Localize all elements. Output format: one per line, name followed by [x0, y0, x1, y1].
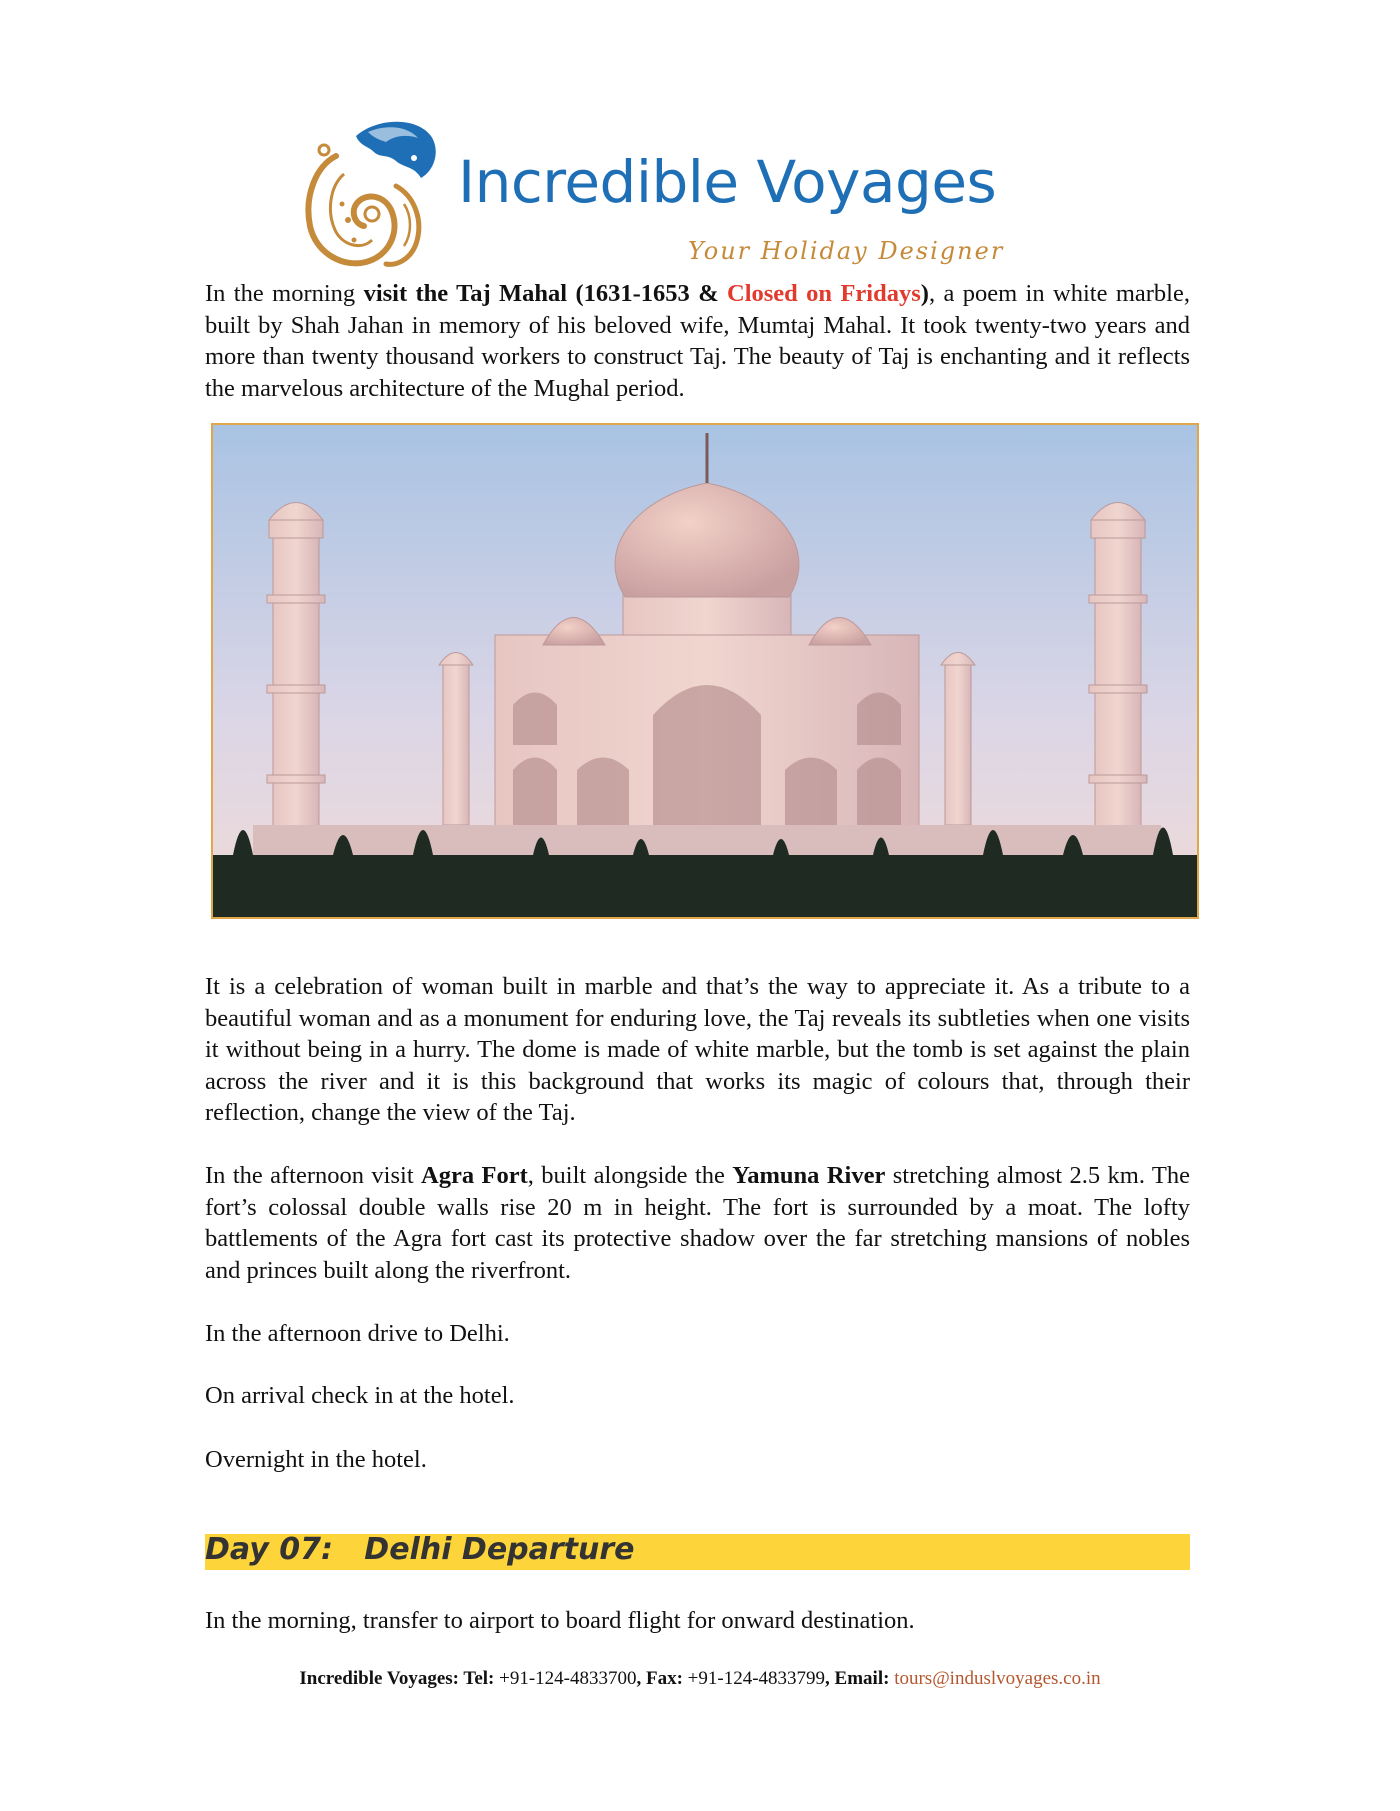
closed-notice: Closed on Fridays — [727, 280, 921, 307]
p3-b: , built alongside the — [527, 1162, 733, 1189]
footer-tel-label: Tel: — [458, 1668, 495, 1689]
footer-fax: +91-124-4833799 — [682, 1668, 826, 1689]
hotel-checkin-line: On arrival check in at the hotel. — [205, 1382, 515, 1409]
brand-tagline: Your Holiday Designer — [688, 237, 1005, 265]
footer-tel: +91-124-4833700 — [494, 1668, 637, 1689]
contact-footer — [0, 1668, 1400, 1690]
p3-a: In the afternoon visit — [205, 1162, 422, 1189]
footer-company: Incredible Voyages: — [299, 1668, 459, 1689]
day-heading: Day 07: Delhi Departure — [205, 1532, 635, 1567]
taj-mahal-photo — [211, 423, 1199, 919]
agra-fort-paragraph — [205, 1160, 1190, 1286]
paren-close: ) — [920, 280, 929, 307]
brand-logo — [296, 112, 1096, 277]
agra-fort-name: Agra Fort — [421, 1162, 528, 1189]
paisley-globe-icon — [296, 116, 441, 271]
footer-fax-label: , Fax: — [636, 1668, 683, 1689]
brand-name: Incredible Voyages — [458, 148, 997, 216]
taj-mahal-paragraph — [205, 278, 1190, 404]
taj-visit-title: visit the Taj Mahal (1631-1653 & — [363, 280, 727, 307]
footer-email-label: , Email: — [825, 1668, 890, 1689]
p1-intro: In the morning — [205, 280, 364, 307]
p1-rest: , a poem in white marble, built by Shah Jahan in memory of his beloved wife, Mumtaj Mahal. It took twenty-two years and more than twenty thousand workers to construct Taj. The beauty of Taj is enchanting and it reflects the marvelous architecture of the Mughal period. — [205, 280, 1190, 402]
drive-delhi-line: In the afternoon drive to Delhi. — [205, 1320, 510, 1347]
celebration-paragraph: It is a celebration of woman built in marble and that’s the way to appreciate it. As a tribute to a beautiful woman and as a monument for enduring love, the Taj reveals its subtleties when one visits it without being in a hurry. The dome is made of white marble, but the tomb is set against the plain across the river and it is this background that works its magic of colours that, through their reflection, change the view of the Taj. — [205, 973, 1190, 1126]
departure-line: In the morning, transfer to airport to board flight for onward destination. — [205, 1607, 915, 1634]
footer-email-link[interactable]: tours@induslvoyages.co.in — [889, 1668, 1101, 1689]
yamuna-river-name: Yamuna River — [732, 1162, 886, 1189]
p3-c: stretching almost 2.5 km. The fort’s colossal double walls rise 20 m in height. The fort is surrounded by a moat. The lofty battlements of the Agra fort cast its protective shadow over the far stretching mansions of nobles and princes built along the riverfront. — [205, 1162, 1191, 1284]
overnight-line: Overnight in the hotel. — [205, 1446, 427, 1473]
